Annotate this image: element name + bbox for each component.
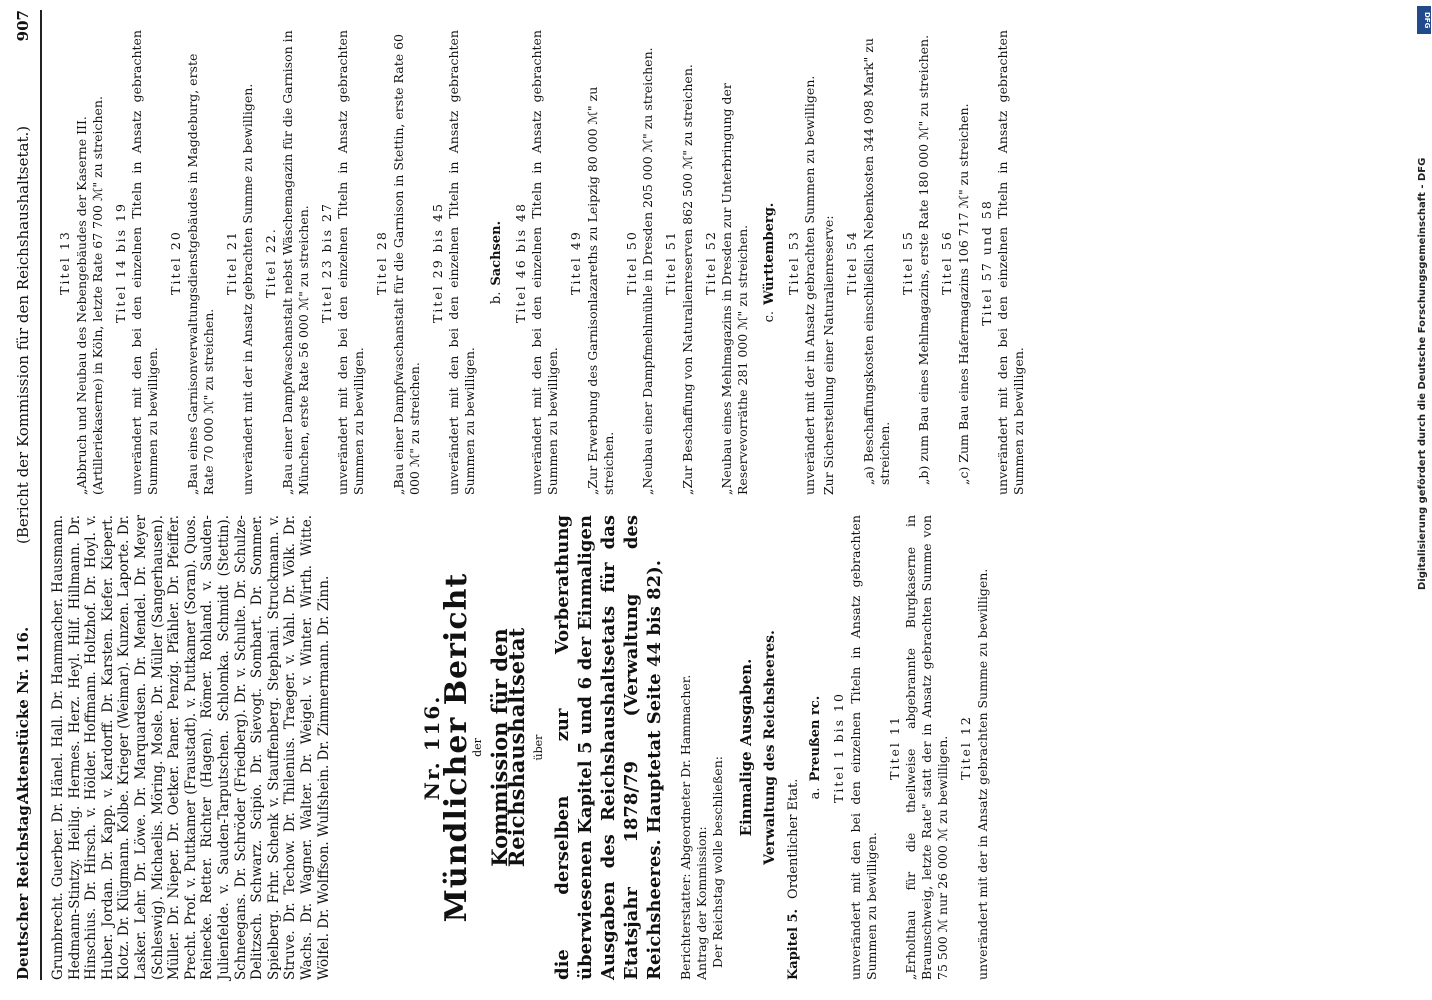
titel-heading: Titel 29 bis 45: [429, 202, 445, 323]
titel-heading: Titel 51: [663, 230, 678, 295]
der-word: der: [471, 738, 485, 757]
titel-heading: Titel 23 bis 27: [318, 202, 334, 323]
titel-text: „Bau eines Garnisonverwaltungsdienstgebäudes in Magdeburg, erste Rate 70 000 ℳ" zu streichen.: [184, 53, 216, 495]
titel-text: unverändert mit den bei den einzelnen Titeln in Ansatz gebrachten Summen zu bewilligen.: [529, 30, 560, 495]
titel-text: unverändert mit den bei den einzelnen Titeln in Ansatz gebrachten Summen zu bewilligen.: [129, 30, 160, 495]
state-c-name: Württemberg.: [762, 202, 777, 305]
titel-text: „c) Zum Bau eines Hafermagazins 106 717 ℳ" zu streichen.: [955, 103, 971, 485]
header-middle: Aktenstücke Nr. 116.: [14, 626, 32, 804]
heading-verwaltung: Verwaltung des Reichsheeres.: [761, 630, 778, 865]
commission-title: Kommission für den Reichshaushaltsetat: [486, 627, 530, 868]
titel-text: unverändert mit der in Ansatz gebrachten Summe zu bewilligen.: [974, 568, 990, 980]
state-c: [761, 30, 779, 495]
running-header: [14, 10, 38, 980]
antrag-text: Der Reichstag wolle beschließen:: [710, 756, 726, 968]
titel-text: „Neubau einer Dampfmehlmühle in Dresden 205 000 ℳ" zu streichen.: [640, 47, 655, 495]
header-left: Deutscher Reichstag.: [14, 799, 32, 980]
state-a-letter: a.: [807, 787, 823, 800]
titel-text: unverändert mit den bei den einzelnen Titeln in Ansatz gebrachten Summen zu bewilligen.: [446, 30, 477, 495]
titel-heading: Titel 56: [939, 230, 954, 295]
titel-heading: Titel 11: [886, 715, 902, 780]
titel-heading: Titel 22.: [263, 227, 278, 298]
titel-heading: Titel 14 bis 19: [112, 202, 128, 323]
titel-text: „Zur Erwerbung des Garnisonlazareths zu Leipzig 80 000 ℳ" zu streichen.: [584, 86, 616, 495]
member-list: Grumbrecht. Guerber. Dr. Hänel. Hall. Dr. Hammacher. Hausmann. Hedmann-Stintzy. Heilig. Hermes. Herz. Heyl. Hilf. Hillmann. Dr. Hinschius. Dr. Hirsch. v. Hölder. Hoffmann. Holtzhof. Dr. Hoyl. v. Huber. Jordan. Dr. Kapp. v. Kardorff. Dr. Karsten. Kiefer. Kiepert. Klotz. Dr. Klügmann. Kolbe. Krieger (Weimar). Kunzen. Laporte. Dr. Lasker. Lehr. Dr. Löwe. Dr. Marquardsen. Dr. Mendel. Dr. Meyer (Schleswig). Michaelis. Möring. Mosle. Dr. Müller (Sangerhausen). Müller. Dr. Nieper. Dr. Oetker. Paner. Penzig. Pfähler. Dr. Pfeiffer. Precht. Prof. v. Puttkamer (Fraustadt). v. Puttkamer (Soran). Quos. Reinecke. Retter. Richter (Hagen). Römer. Rohland. v. Sauden-Julienfelde. v. Sauden-Tarputschen. Schlomka. Schmidt (Stettin). Schneegans. Dr. Schröder (Friedberg). Dr. v. Schulte. Dr. Schulze-Delitzsch. Schwarz. Scipio. Dr. Sievogt. Sombart. Dr. Sommer. Spielberg. Frhr. Schenk v. Stauffenberg. Stephani. Struckmann. v. Struve. Dr. Techow. Dr. Thilenius. Traeger. v. Vahl. Dr. Völk. Dr. Wachs. Dr. Wagner. Walter. Dr. Weigel. v. Winter. Wirth. Witte. Wölfel. Dr. Wolffson. Wulfshein. Dr. Zimmermann. Dr. Zinn.: [50, 515, 332, 980]
dfg-sidenote-text: Digitalisierung gefördert durch die Deutsche Forschungsgemeinschaft - DFG: [1417, 157, 1428, 590]
berichterstatter: Berichterstatter: Abgeordneter Dr. Hammacher.: [678, 674, 694, 980]
dfg-sidenote: [1417, 10, 1431, 590]
state-b-name: Sachsen.: [489, 220, 504, 286]
kapitel-text: Ordentlicher Etat.: [786, 778, 802, 899]
dfg-logo-badge: DFG: [1417, 6, 1431, 34]
header-title: (Bericht der Kommission für den Reichshaushaltsetat.): [14, 125, 32, 544]
titel-heading: Titel 50: [623, 230, 639, 295]
titel-text: unverändert mit der in Ansatz gebrachten Summen zu bewilligen.: [802, 75, 817, 495]
titel-heading: Titel 52: [702, 230, 718, 295]
state-b: [488, 30, 506, 495]
titel-heading: Titel 1 bis 10: [831, 692, 847, 803]
titel-text: unverändert mit den bei den einzelnen Titeln in Ansatz gebrachten Summen zu bewilligen.: [847, 515, 879, 980]
header-rule: [40, 10, 42, 980]
kapitel-label: Kapitel 5.: [786, 908, 802, 980]
ueber-word: über: [531, 734, 545, 761]
page-number: 907: [14, 10, 32, 42]
titel-heading: Titel 55: [899, 230, 915, 295]
left-items: [830, 515, 991, 980]
titel-text: „Neubau eines Mehlmagazins in Dresden zur Unterbringung der Reservevorräthe 281 000 ℳ" zu streichen.: [719, 83, 750, 495]
titel-heading: Titel 49: [568, 230, 583, 295]
titel-heading: Titel 57 und 58: [978, 199, 994, 326]
titel-text: unverändert mit den bei den einzelnen Titeln in Ansatz gebrachten Summen zu bewilligen.: [335, 30, 366, 495]
report-title: Mündlicher Bericht: [438, 572, 474, 923]
titel-heading: Titel 53: [785, 230, 801, 295]
titel-heading: Titel 54: [844, 230, 859, 295]
section-number: Nr. 116.: [420, 694, 445, 801]
state-c-letter: c.: [762, 310, 777, 323]
titel-heading: Titel 21: [223, 230, 239, 295]
state-a: [807, 515, 825, 980]
right-column: [50, 30, 1027, 495]
titel-heading: Titel 20: [168, 230, 183, 295]
sicherstellung: Zur Sicherstellung einer Naturalienreserve:: [821, 215, 836, 495]
titel-text: unverändert mit den bei den einzelnen Titeln in Ansatz gebrachten Summen zu bewilligen.: [995, 30, 1026, 495]
titel-text: „a) Beschaffungskosten einschließlich Nebenkosten 344 098 Mark" zu streichen.: [860, 38, 892, 485]
antrag: Antrag der Kommission:: [694, 826, 710, 980]
titel-text: „b) zum Bau eines Mehlmagazins, erste Rate 180 000 ℳ" zu streichen.: [916, 34, 931, 485]
heading-einmalige: Einmalige Ausgaben.: [737, 658, 756, 837]
state-b-letter: b.: [489, 291, 504, 305]
titel-heading: Titel 46 bis 48: [512, 202, 528, 323]
kapitel-line: [785, 515, 803, 980]
titel-text: „Abbruch und Neubau des Nebengebäudes der Kaserne III. (Artilleriekaserne) in Köln, letzte Rate 67 700 ℳ" zu streichen.: [73, 96, 105, 495]
titel-text: „Bau einer Dampfwaschanstalt für die Garnison in Stettin, erste Rate 60 000 ℳ" zu streichen.: [390, 34, 422, 495]
titel-text: „Bau einer Dampfwaschanstalt nebst Wäschemagazin für die Garnison in München, erste Rate 56 000 ℳ" zu streichen.: [279, 30, 311, 495]
state-a-name: Preußen rc.: [807, 695, 823, 782]
titel-heading: Titel 12: [958, 715, 974, 780]
left-column: [50, 515, 991, 980]
titel-text: unverändert mit der in Ansatz gebrachten Summe zu bewilligen.: [240, 83, 255, 495]
titel-heading: Titel 28: [374, 230, 389, 295]
report-intro: die derselben zur Vorberathung überwiesenen Kapitel 5 und 6 der Einmaligen Ausgaben des Reichshaushaltsetats für das Etatsjahr 1878/79 (Verwaltung des Reichsheeres. Hauptetat Seite 44 bis 82).: [552, 515, 666, 980]
titel-text: „Zur Beschaffung von Naturalienreserven 862 500 ℳ" zu streichen.: [679, 64, 695, 495]
titel-text: „Erholthau für die theilweise abgebrannte Burgkaserne in Braunschweig, letzte Rate" statt der in Ansatz gebrachten Summe von 75 500 ℳ nur 26 000 ℳ zu bewilligen.: [903, 515, 951, 980]
titel-heading: Titel 13: [57, 230, 72, 295]
